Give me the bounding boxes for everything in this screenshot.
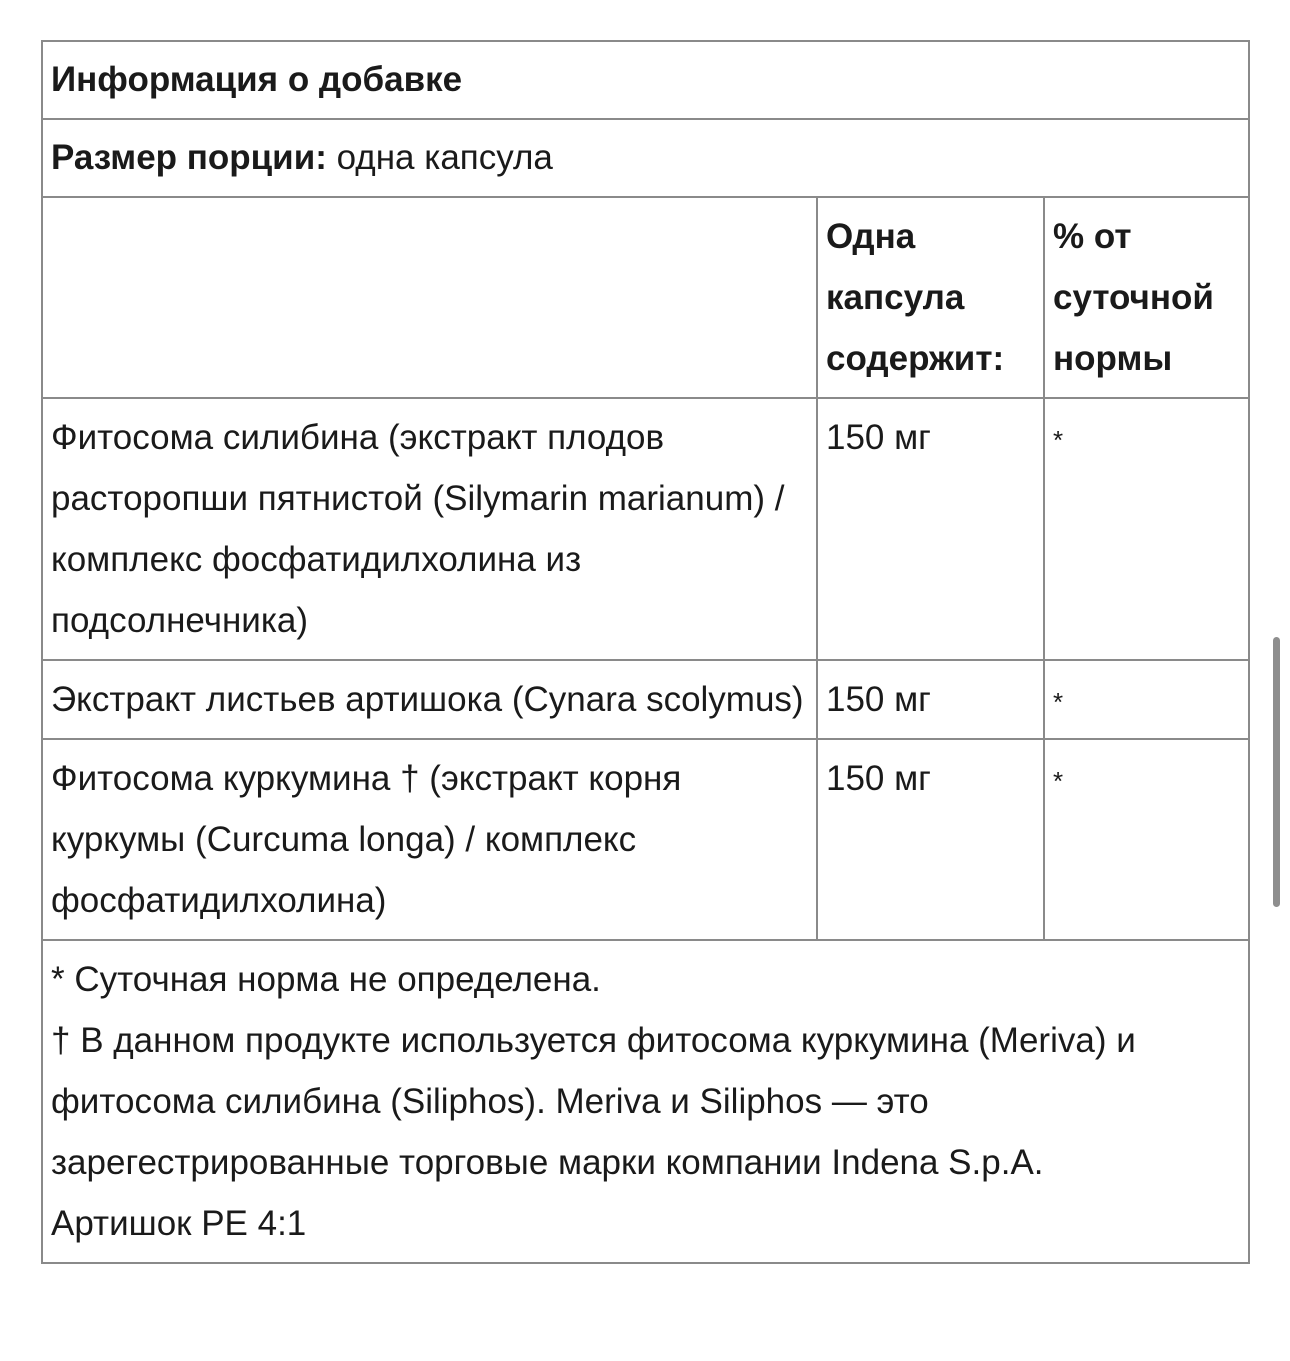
supplement-facts-table: [41, 40, 1250, 1264]
ingredient-name: Фитосома силибина (экстракт плодов расторопши пятнистой (Silymarin marianum) / комплекс фосфатидилхолина из подсолнечника): [42, 398, 817, 660]
table-row: [42, 660, 1249, 739]
footnote-extract-ratio: Артишок PE 4:1: [51, 1204, 307, 1243]
ingredient-amount: 150 мг: [817, 398, 1044, 660]
daily-value-mark: *: [1053, 687, 1064, 717]
serving-size: [42, 119, 1249, 197]
table-row: [42, 739, 1249, 940]
serving-row: [42, 119, 1249, 197]
column-header-daily-value: % от суточной нормы: [1044, 197, 1249, 398]
footnotes-row: [42, 940, 1249, 1263]
column-header-amount: Одна капсула содержит:: [817, 197, 1044, 398]
column-header-name: [42, 197, 817, 398]
ingredient-amount: 150 мг: [817, 660, 1044, 739]
daily-value-mark: *: [1053, 766, 1064, 796]
ingredient-daily-value: [1044, 660, 1249, 739]
table-title: Информация о добавке: [42, 41, 1249, 119]
footnote-asterisk: * Суточная норма не определена.: [51, 960, 601, 999]
scrollbar-thumb[interactable]: [1273, 637, 1280, 907]
ingredient-name: Экстракт листьев артишока (Cynara scolymus): [42, 660, 817, 739]
column-header-row: [42, 197, 1249, 398]
ingredient-daily-value: [1044, 398, 1249, 660]
footnote-dagger: † В данном продукте используется фитосома куркумина (Meriva) и фитосома силибина (Siliphos). Meriva и Siliphos — это зарегестрированные торговые марки компании Indena S.p.A.: [51, 1021, 1136, 1182]
ingredient-name: Фитосома куркумина † (экстракт корня куркумы (Curcuma longa) / комплекс фосфатидилхолина): [42, 739, 817, 940]
ingredient-daily-value: [1044, 739, 1249, 940]
footnotes: [42, 940, 1249, 1263]
serving-size-value: одна капсула: [336, 138, 553, 177]
serving-size-label: Размер порции:: [51, 138, 327, 177]
title-row: [42, 41, 1249, 119]
daily-value-mark: *: [1053, 425, 1064, 455]
ingredient-amount: 150 мг: [817, 739, 1044, 940]
table-row: [42, 398, 1249, 660]
